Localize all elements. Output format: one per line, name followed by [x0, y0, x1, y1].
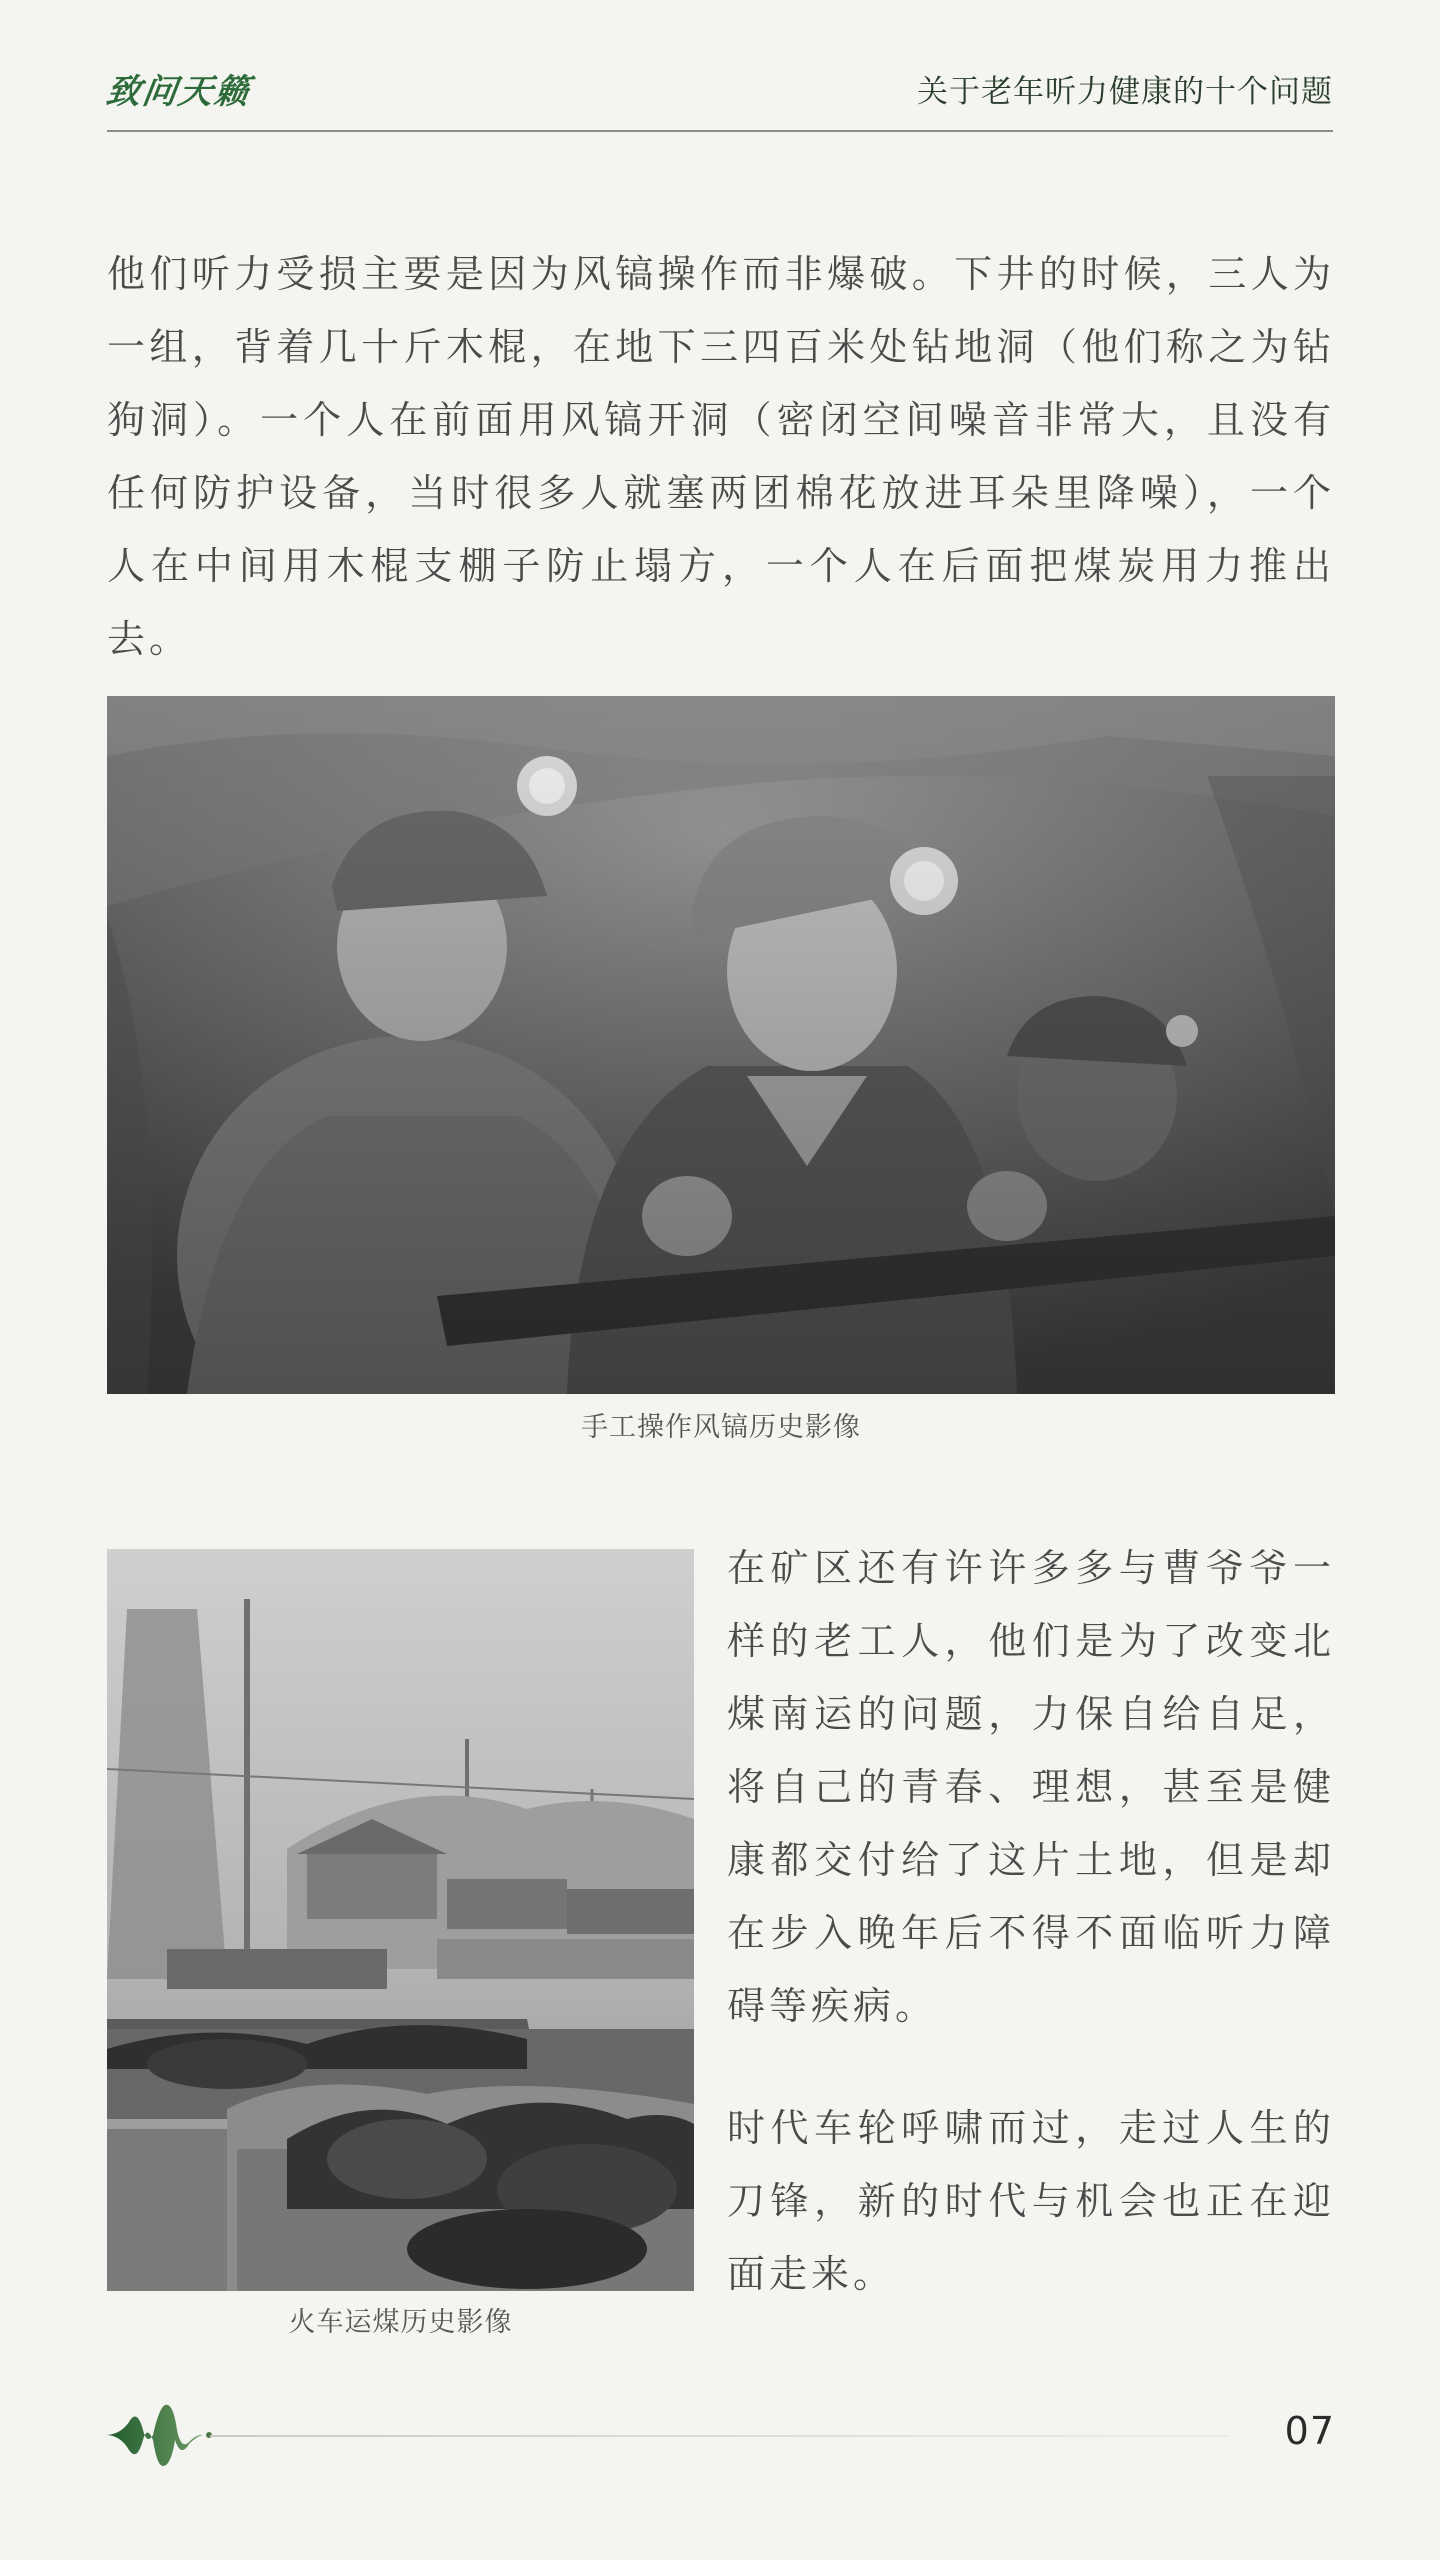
page-number: 07: [1284, 2409, 1335, 2453]
header-title: 关于老年听力健康的十个问题: [917, 74, 1333, 110]
coal-train-historical-photo: [107, 1549, 694, 2291]
brand-logo: 致问天籁: [103, 72, 254, 112]
miners-photo-caption: 手工操作风镐历史影像: [581, 1412, 861, 1443]
train-photo-caption: 火车运煤历史影像: [288, 2307, 513, 2338]
body-paragraph-3: 时代车轮呼啸而过，走过人生的刀锋，新的时代与机会也正在迎面走来。: [727, 2106, 1335, 2296]
sound-wave-icon: [107, 2400, 217, 2470]
body-paragraph-2: 在矿区还有许许多多与曹爷爷一样的老工人，他们是为了改变北煤南运的问题，力保自给自足，将自己的青春、理想，甚至是健康都交付给了这片土地，但是却在步入晚年后不得不面临听力障碍等疾病。: [727, 1546, 1335, 2028]
body-paragraph-1: 他们听力受损主要是因为风镐操作而非爆破。下井的时候，三人为一组，背着几十斤木棍，在地下三四百米处钻地洞（他们称之为钻狗洞）。一个人在前面用风镐开洞（密闭空间噪音非常大，且没有任何防护设备，当时很多人就塞两团棉花放进耳朵里降噪），一个人在中间用木棍支棚子防止塌方，一个人在后面把煤炭用力推出去。: [107, 252, 1335, 661]
miners-historical-photo: [107, 696, 1335, 1394]
footer-divider: [210, 2435, 1230, 2437]
page-header: [103, 62, 1333, 132]
